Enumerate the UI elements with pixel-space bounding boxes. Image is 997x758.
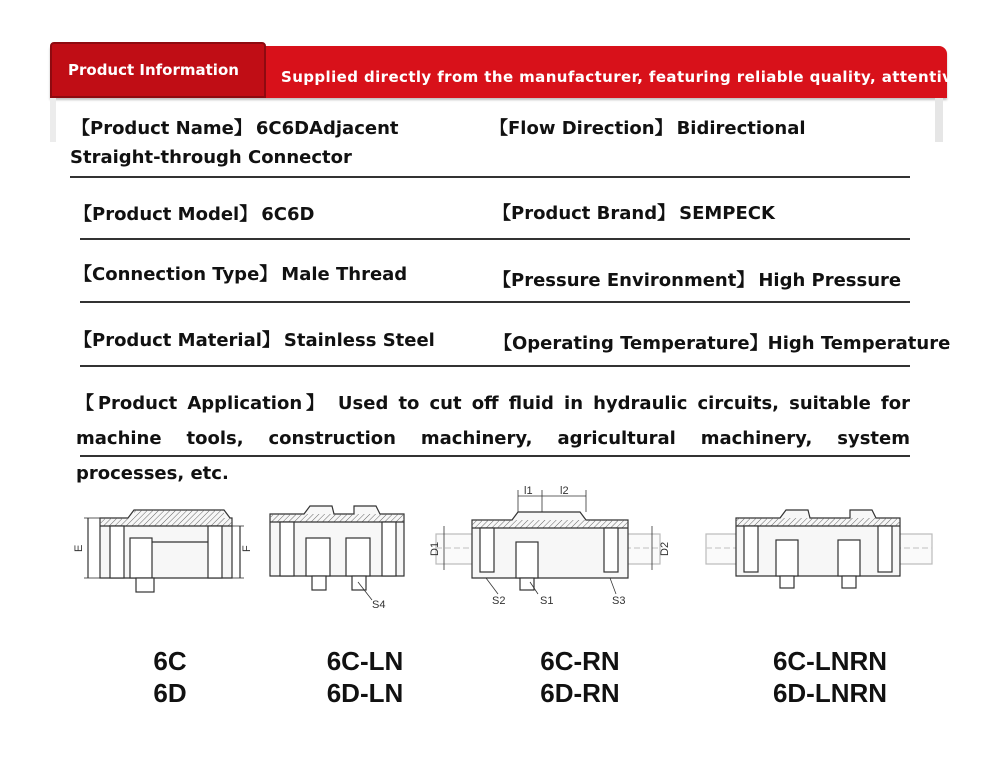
drawing-6c-rn-6d-rn bbox=[436, 490, 660, 594]
model-group-3 bbox=[515, 645, 645, 709]
spec-key: 【 Pressure Environment 】 bbox=[493, 270, 754, 291]
spec-product-application bbox=[76, 386, 910, 491]
dim-label-s2: S2 bbox=[492, 595, 506, 607]
spec-product-brand bbox=[493, 199, 775, 225]
banner-shadow-right bbox=[935, 98, 943, 142]
tab-label: Product Information bbox=[68, 61, 239, 79]
model-label: 6D-LNRN bbox=[772, 678, 888, 708]
model-group-4 bbox=[750, 645, 910, 709]
connector-drawings bbox=[0, 482, 997, 642]
banner-shadow-left bbox=[50, 98, 56, 142]
dim-label-s4: S4 bbox=[372, 599, 386, 611]
dim-label-s1: S1 bbox=[540, 595, 554, 607]
model-label: 6D-LN bbox=[326, 678, 404, 708]
spec-value: Used to cut off fluid in hydraulic circuits, suitable for machine tools, construction machinery, agricultural machinery, system processes, etc. bbox=[76, 393, 910, 484]
spec-product-name bbox=[72, 114, 399, 140]
drawing-6c-ln-6d-ln bbox=[270, 506, 404, 600]
dim-label-f: F bbox=[241, 545, 253, 552]
divider bbox=[80, 455, 910, 457]
spec-pressure-environment bbox=[493, 266, 901, 292]
dim-label-l1: l1 bbox=[524, 485, 533, 497]
model-label: 6C-LNRN bbox=[772, 646, 888, 676]
model-group-1 bbox=[120, 645, 220, 709]
spec-value: High Temperature bbox=[767, 333, 951, 354]
spec-value: Bidirectional bbox=[676, 118, 806, 139]
dim-label-d1: D1 bbox=[429, 541, 441, 556]
divider bbox=[80, 365, 910, 367]
dim-label-d2: D2 bbox=[659, 541, 671, 556]
model-group-2 bbox=[300, 645, 430, 709]
spec-value: Stainless Steel bbox=[283, 330, 435, 351]
spec-product-model bbox=[74, 200, 314, 226]
spec-key: 【 Operating Temperature 】 bbox=[494, 333, 768, 354]
model-label: 6C-RN bbox=[540, 646, 620, 676]
spec-key: 【 Product Model 】 bbox=[74, 204, 257, 225]
spec-connection-type bbox=[74, 260, 407, 286]
spec-product-material bbox=[74, 326, 435, 352]
dim-label-l2: l2 bbox=[560, 485, 569, 497]
drawing-6c-6d bbox=[84, 510, 244, 592]
spec-value: 6C6D bbox=[261, 204, 315, 225]
model-label: 6D-RN bbox=[540, 678, 620, 708]
spec-key: 【 Product Name 】 bbox=[72, 118, 252, 139]
spec-value: SEMPECK bbox=[679, 203, 775, 224]
model-label: 6D bbox=[153, 678, 187, 708]
product-info-banner bbox=[50, 42, 963, 98]
spec-flow-direction bbox=[490, 114, 806, 140]
spec-key: 【 Flow Direction 】 bbox=[490, 118, 673, 139]
divider bbox=[80, 301, 910, 303]
spec-value: High Pressure bbox=[758, 270, 902, 291]
spec-product-name-line2: Straight-through Connector bbox=[70, 147, 352, 168]
spec-key-text: Product Application bbox=[97, 393, 303, 414]
spec-key: 【 Connection Type 】 bbox=[74, 264, 277, 285]
dim-label-e: E bbox=[73, 544, 85, 552]
dim-label-s3: S3 bbox=[612, 595, 626, 607]
divider bbox=[70, 176, 910, 178]
model-label: 6C-LN bbox=[326, 646, 404, 676]
spec-value: Male Thread bbox=[281, 264, 408, 285]
spec-operating-temperature bbox=[494, 329, 950, 355]
divider bbox=[80, 238, 910, 240]
product-information-tab[interactable] bbox=[50, 42, 266, 98]
spec-key: 【 Product Brand 】 bbox=[493, 203, 675, 224]
model-label: 6C bbox=[153, 646, 187, 676]
spec-value: 6C6DAdjacent bbox=[255, 118, 399, 139]
spec-key: 【 Product Material 】 bbox=[74, 330, 280, 351]
spec-key: 【Product Application】 bbox=[76, 393, 328, 414]
drawing-6c-lnrn-6d-lnrn bbox=[706, 510, 932, 588]
banner-tagline: Supplied directly from the manufacturer, featuring reliable quality, attentive bbox=[281, 68, 963, 86]
